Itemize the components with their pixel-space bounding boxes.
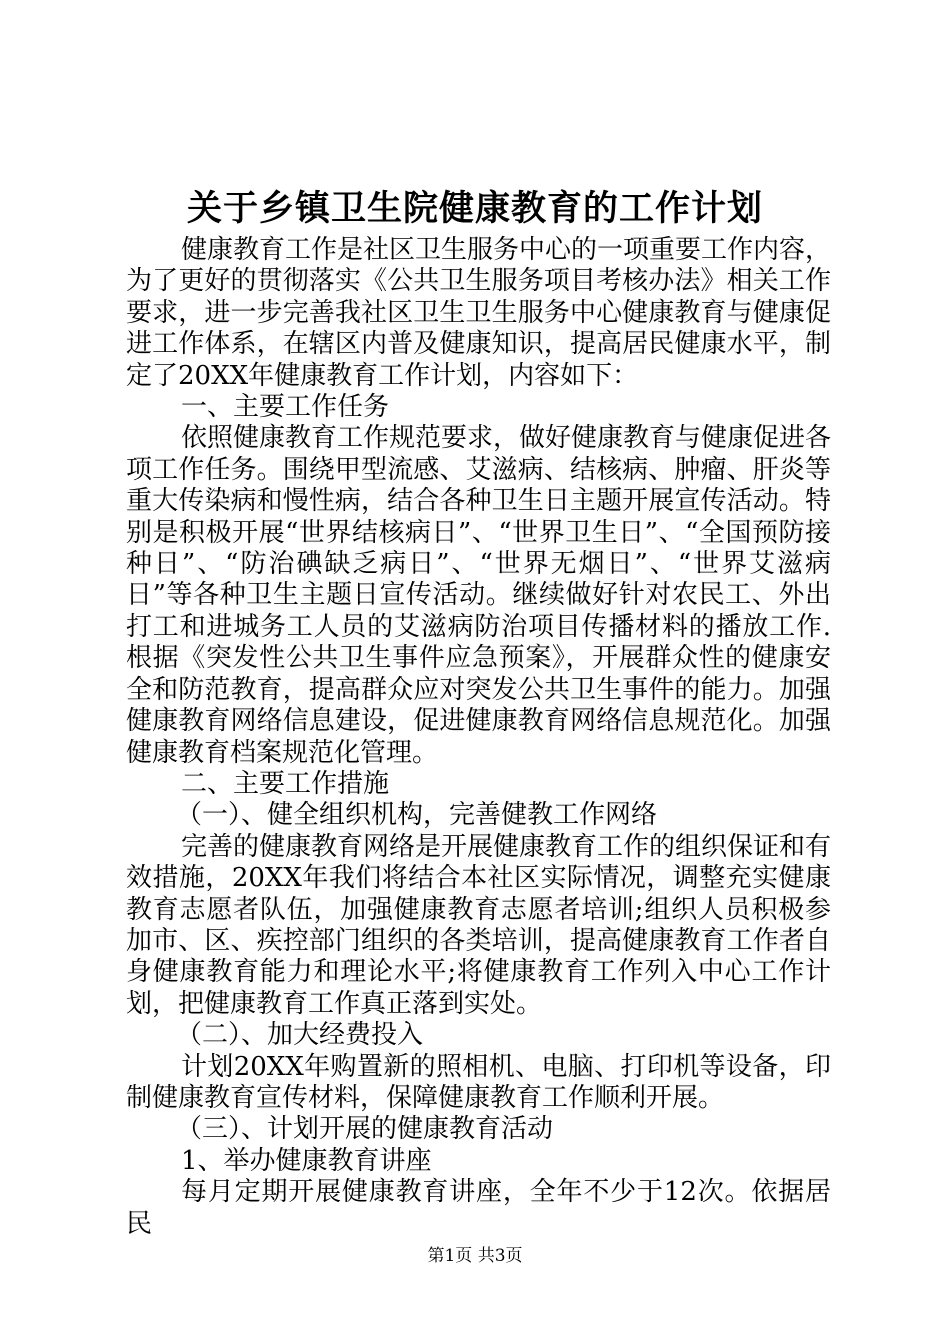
lectures-paragraph: 每月定期开展健康教育讲座，全年不少于12次。依据居民 (126, 1177, 831, 1239)
funding-paragraph: 计划20XX年购置新的照相机、电脑、打印机等设备，印制健康教育宣传材料，保障健康教育工作顺利开展。 (126, 1051, 831, 1113)
activity-item-lectures: 1、举办健康教育讲座 (181, 1145, 432, 1176)
document-title: 关于乡镇卫生院健康教育的工作计划 (186, 188, 763, 229)
document-body (126, 235, 831, 1240)
organization-paragraph: 完善的健康教育网络是开展健康教育工作的组织保证和有效措施，20XX年我们将结合本社区实际情况，调整充实健康教育志愿者队伍，加强健康教育志愿者培训;组织人员积极参加市、区、疾控部门组织的各类培训，提高健康教育工作者自身健康教育能力和理论水平;将健康教育工作列入中心工作计划，把健康教育工作真正落到实处。 (126, 831, 832, 1019)
section-heading-measures: 二、主要工作措施 (181, 768, 390, 799)
subheading-organization: （一）、健全组织机构，完善健教工作网络 (176, 800, 658, 831)
intro-paragraph: 健康教育工作是社区卫生服务中心的一项重要工作内容，为了更好的贯彻落实《公共卫生服务项目考核办法》相关工作要求，进一步完善我社区卫生卫生服务中心健康教育与健康促进工作体系，在辖区内普及健康知识，提高居民健康水平，制定了20XX年健康教育工作计划，内容如下： (126, 235, 832, 391)
tasks-paragraph: 依照健康教育工作规范要求，做好健康教育与健康促进各项工作任务。围绕甲型流感、艾滋病、结核病、肿瘤、肝炎等重大传染病和慢性病，结合各种卫生日主题开展宣传活动。特别是积极开展“世界结核病日”、“世界卫生日”、“全国预防接种日”、“防治碘缺乏病日”、“世界无烟日”、“世界艾滋病日”等各种卫生主题日宣传活动。继续做好针对农民工、外出打工和进城务工人员的艾滋病防治项目传播材料的播放工作.根据《突发性公共卫生事件应急预案》，开展群众性的健康安全和防范教育，提高群众应对突发公共卫生事件的能力。加强健康教育网络信息建设，促进健康教育网络信息规范化。加强健康教育档案规范化管理。 (126, 423, 832, 768)
page-footer: 第1页 共3页 (427, 1246, 523, 1266)
subheading-activities: （三）、计划开展的健康教育活动 (176, 1114, 554, 1145)
subheading-funding: （二）、加大经费投入 (176, 1020, 424, 1051)
section-heading-tasks: 一、主要工作任务 (181, 392, 390, 423)
